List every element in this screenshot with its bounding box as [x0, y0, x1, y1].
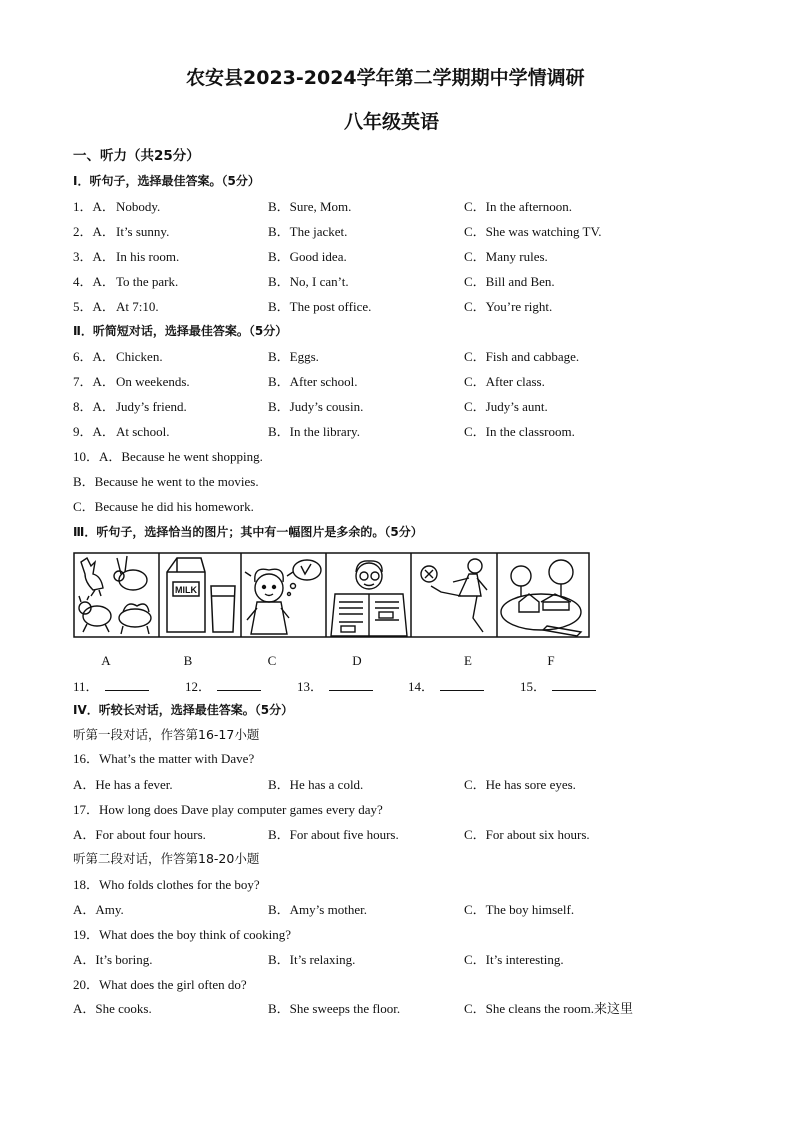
option-a: Nobody.	[116, 199, 161, 214]
picture-letter-d: D	[352, 653, 362, 668]
option-c: C．Fish and cabbage.	[464, 349, 580, 364]
option-b: B．Because he went to the movies.	[73, 474, 259, 489]
blank-number: 12．	[185, 679, 212, 694]
option-a: A．He has a fever.	[73, 777, 173, 792]
option-a: A．It’s boring.	[73, 952, 153, 967]
option-c: C．He has sore eyes.	[464, 777, 576, 792]
blank-line[interactable]	[552, 678, 596, 691]
girl-thinking-picture	[245, 560, 321, 634]
option-b: B．Eggs.	[268, 349, 319, 364]
football-player-picture	[421, 559, 487, 632]
question-number: 4．A．	[73, 274, 115, 289]
option-b: B．He has a cold.	[268, 777, 364, 792]
page-subtitle: 八年级英语	[344, 111, 440, 133]
animals-picture	[79, 556, 151, 634]
option-b: B．She sweeps the floor.	[268, 1001, 401, 1016]
part2-heading: Ⅱ．听简短对话，选择最佳答案。（5分）	[73, 324, 288, 338]
option-a: On weekends.	[116, 374, 190, 389]
option-b: B．Judy’s cousin.	[268, 399, 364, 414]
option-c: C．Bill and Ben.	[464, 274, 555, 289]
option-b: B．In the library.	[268, 424, 360, 439]
answer-blank-14[interactable]	[408, 678, 484, 695]
option-a: At 7:10.	[116, 299, 159, 314]
option-c: C．Judy’s aunt.	[464, 399, 548, 414]
blank-line[interactable]	[440, 678, 484, 691]
question-number: 7．A．	[73, 374, 115, 389]
picture-letter-b: B	[183, 653, 193, 668]
blank-line[interactable]	[217, 678, 261, 691]
option-a: 10．A．Because he went shopping.	[73, 449, 263, 464]
question-19-stem: 19．What does the boy think of cooking?	[73, 927, 292, 942]
blank-number: 15．	[520, 679, 547, 694]
option-b: B．Good idea.	[268, 249, 347, 264]
option-a: It’s sunny.	[116, 224, 170, 239]
blank-number: 11．	[73, 679, 99, 694]
option-b: B．After school.	[268, 374, 358, 389]
option-a: In his room.	[116, 249, 180, 264]
option-c: C．In the classroom.	[464, 424, 575, 439]
answer-blank-13[interactable]	[297, 678, 373, 695]
option-b: B．For about five hours.	[268, 827, 399, 842]
question-number: 3．A．	[73, 249, 115, 264]
option-b: B．It’s relaxing.	[268, 952, 356, 967]
house-garden-picture	[501, 560, 581, 636]
question-number: 6．A．	[73, 349, 115, 364]
option-c: C．The boy himself.	[464, 902, 575, 917]
option-a: At school.	[116, 424, 170, 439]
blank-number: 14．	[408, 679, 435, 694]
option-c: C．She cleans the room.来这里	[464, 1001, 633, 1016]
milk-picture	[167, 558, 235, 632]
option-c: C．For about six hours.	[464, 827, 590, 842]
question-16-stem: 16．What’s the matter with Dave?	[73, 751, 255, 766]
blank-line[interactable]	[105, 678, 149, 691]
question-number: 2．A．	[73, 224, 115, 239]
question-17-stem: 17．How long does Dave play computer games every day?	[73, 802, 383, 817]
option-a: A．For about four hours.	[73, 827, 206, 842]
part3-heading: Ⅲ．听句子，选择恰当的图片；其中有一幅图片是多余的。（5分）	[73, 525, 423, 539]
question-number: 1．A．	[73, 199, 115, 214]
option-b: B．Amy’s mother.	[268, 902, 367, 917]
question-20-stem: 20．What does the girl often do?	[73, 977, 247, 992]
option-c: C．Because he did his homework.	[73, 499, 254, 514]
picture-strip	[73, 552, 590, 638]
option-a: A．Amy.	[73, 902, 124, 917]
option-a: To the park.	[116, 274, 179, 289]
option-b: B．The jacket.	[268, 224, 348, 239]
picture-letter-f: F	[547, 653, 555, 668]
question-number: 5．A．	[73, 299, 115, 314]
option-b: B．No, I can’t.	[268, 274, 349, 289]
blank-number: 13．	[297, 679, 324, 694]
answer-blank-12[interactable]	[185, 678, 261, 695]
option-c: C．After class.	[464, 374, 545, 389]
picture-letter-e: E	[464, 653, 472, 668]
picture-letter-c: C	[267, 653, 277, 668]
part1-heading: Ⅰ．听句子，选择最佳答案。（5分）	[73, 174, 260, 188]
answer-blank-15[interactable]	[520, 678, 596, 695]
option-c: C．Many rules.	[464, 249, 548, 264]
part4-heading: IV．听较长对话，选择最佳答案。（5分）	[73, 703, 294, 717]
picture-letter-a: A	[101, 653, 111, 668]
blank-line[interactable]	[329, 678, 373, 691]
option-a: A．She cooks.	[73, 1001, 152, 1016]
option-c: C．In the afternoon.	[464, 199, 572, 214]
milk-carton-label: MILK	[175, 585, 197, 595]
question-number: 9．A．	[73, 424, 115, 439]
question-18-stem: 18．Who folds clothes for the boy?	[73, 877, 260, 892]
option-c: C．She was watching TV.	[464, 224, 602, 239]
option-c: C．You’re right.	[464, 299, 553, 314]
man-reading-newspaper-picture	[331, 561, 407, 636]
page-title: 农安县2023-2024学年第二学期期中学情调研	[186, 67, 585, 89]
dialogue2-intro: 听第二段对话，作答第18-20小题	[73, 851, 260, 866]
option-c: C．It’s interesting.	[464, 952, 564, 967]
answer-blank-11[interactable]	[73, 678, 149, 695]
dialogue1-intro: 听第一段对话，作答第16-17小题	[73, 727, 260, 742]
question-number: 8．A．	[73, 399, 115, 414]
option-a: Judy’s friend.	[116, 399, 187, 414]
option-a: Chicken.	[116, 349, 163, 364]
section-listening-heading: 一、听力（共25分）	[73, 148, 200, 164]
option-b: B．Sure, Mom.	[268, 199, 352, 214]
option-b: B．The post office.	[268, 299, 372, 314]
